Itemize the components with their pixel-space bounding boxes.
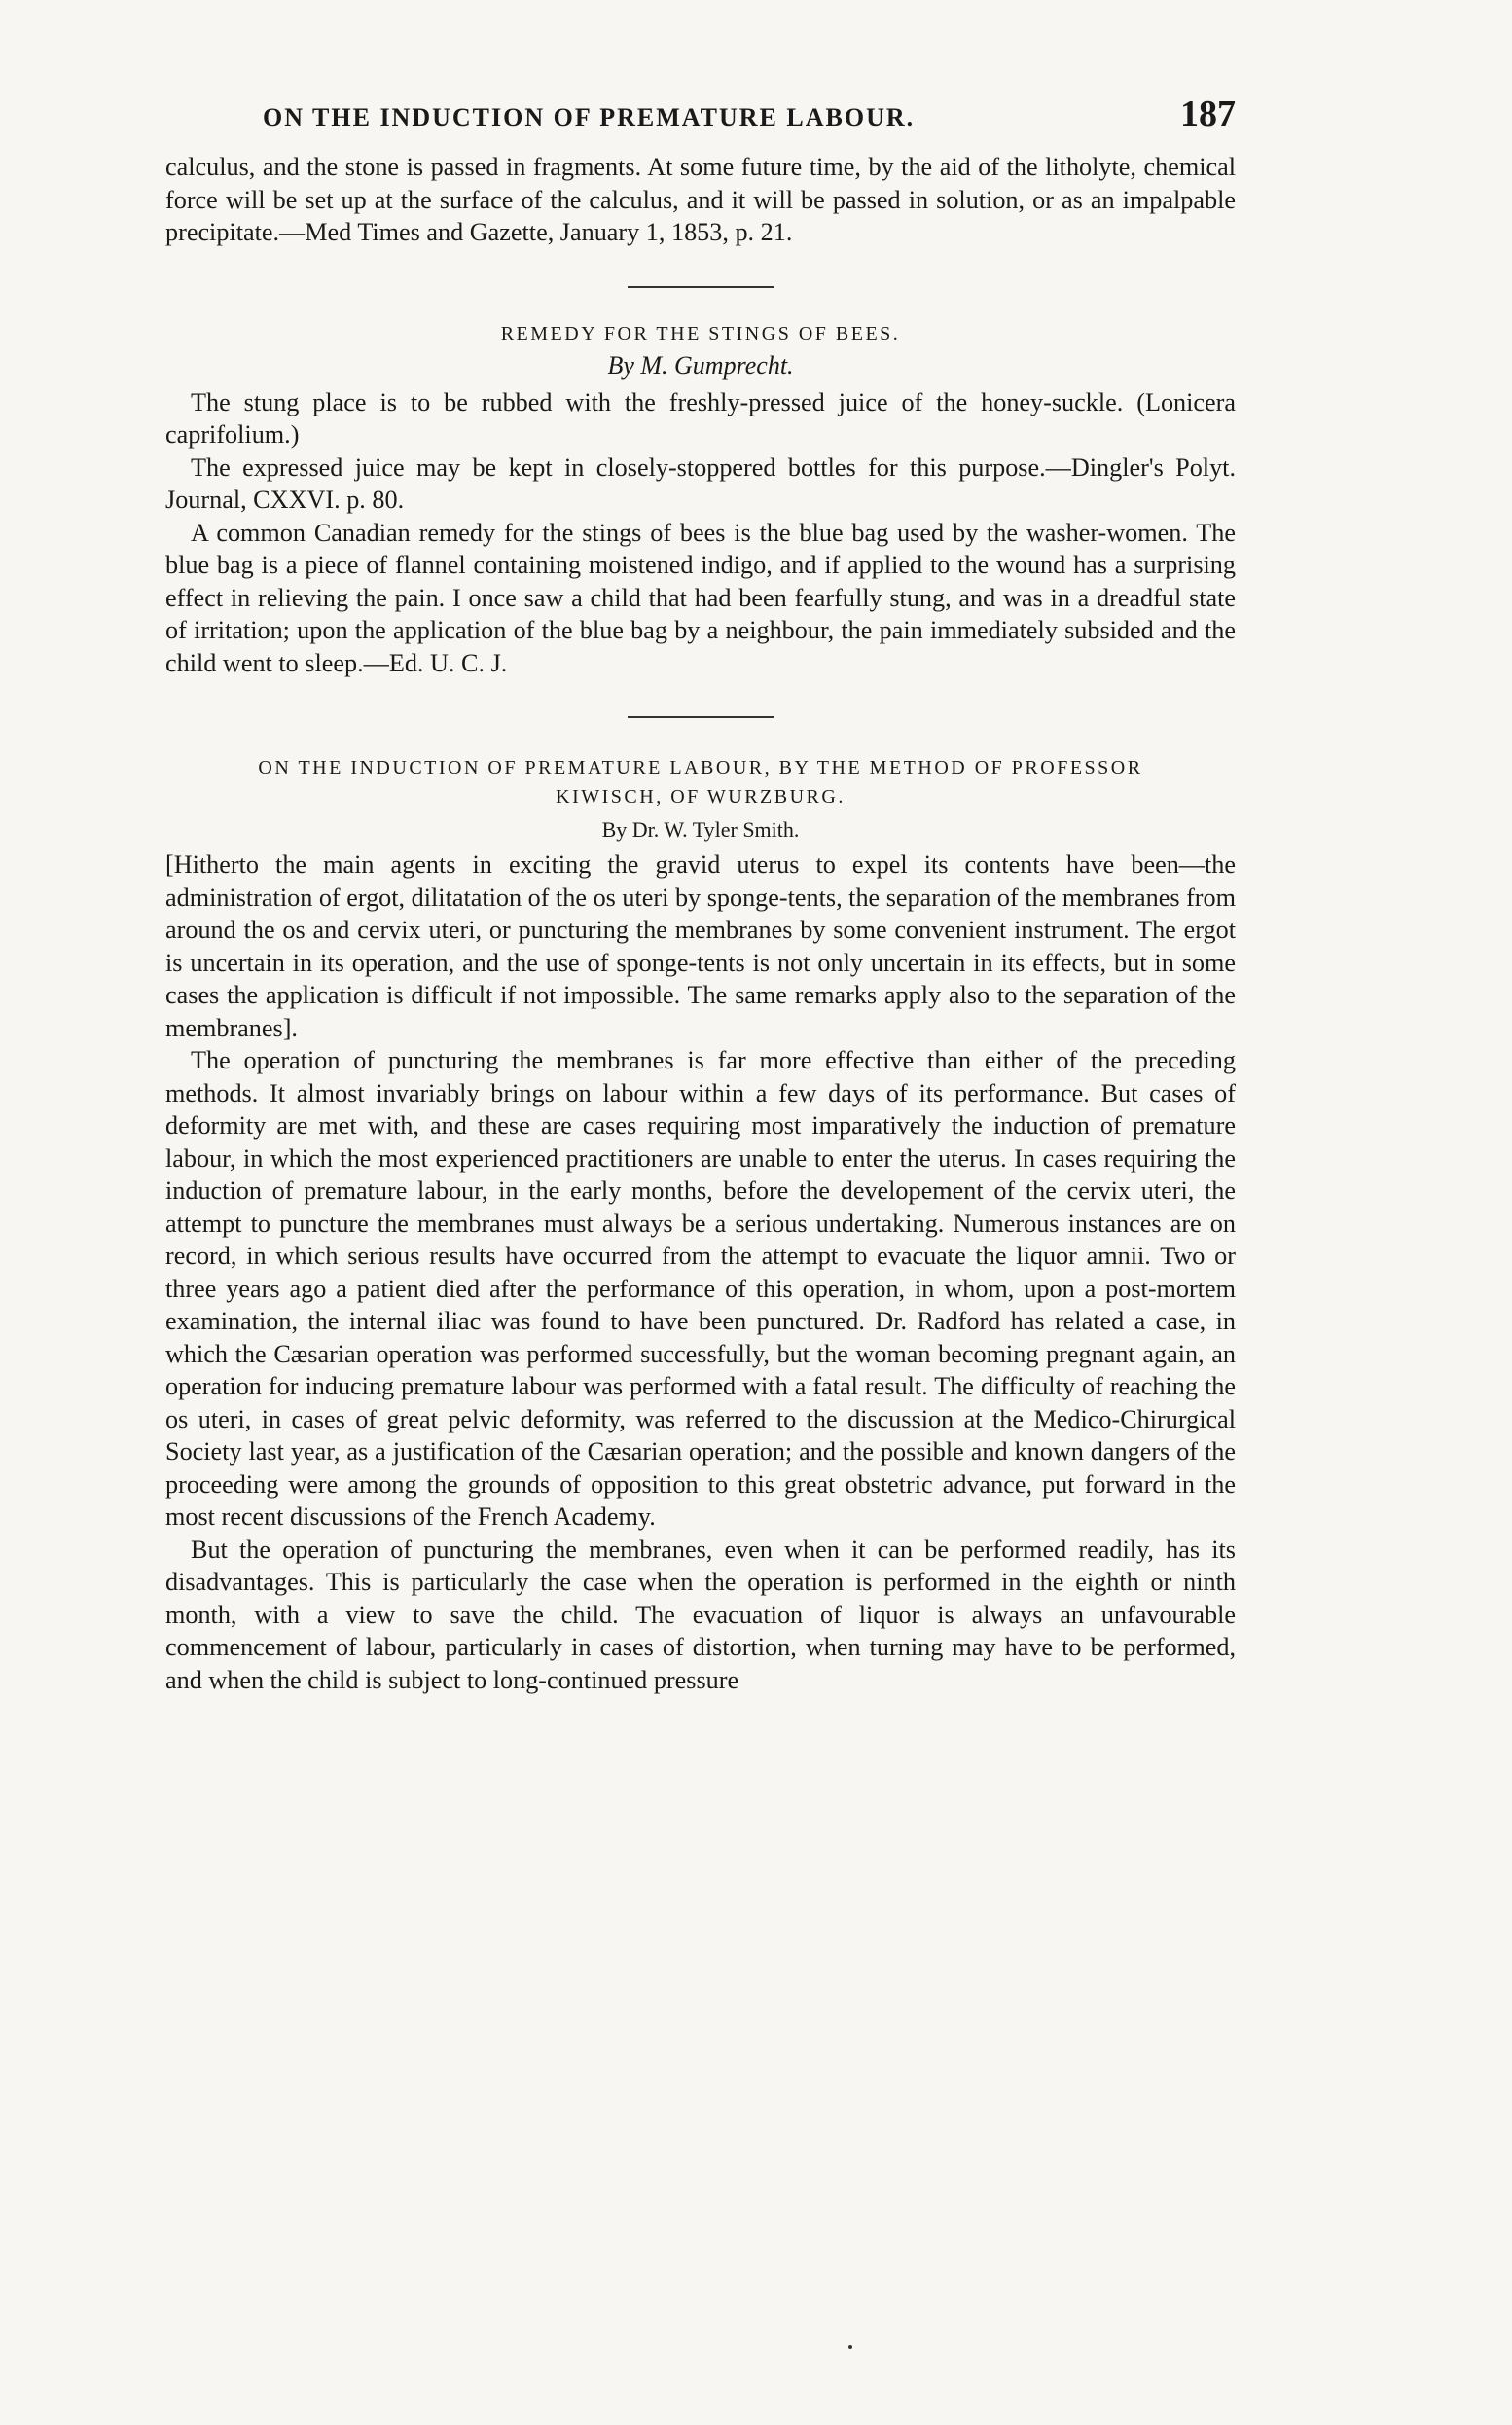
page-number: 187 xyxy=(1180,93,1236,134)
book-page xyxy=(165,92,1236,1696)
bees-paragraph-1: The stung place is to be rubbed with the freshly-pressed juice of the honey-suckle. (Lonicera caprifolium.) xyxy=(165,387,1236,449)
page-speck xyxy=(848,2345,852,2349)
induction-section-title: ON THE INDUCTION OF PREMATURE LABOUR, BY THE METHOD OF PROFESSOR KIWISCH, OF WURZBURG. xyxy=(258,757,1143,808)
induction-paragraph-2: The operation of puncturing the membranes is far more effective than either of the preceding methods. It almost invariably brings on labour within a few days of its performance. But cases of deformity are met with, and these are cases requiring most imparatively the induction of premature labour, in which the most experienced practitioners are unable to enter the uterus. In cases requiring the induction of premature labour, in the early months, before the developement of the cervix uteri, the attempt to puncture the membranes must always be a serious undertaking. Numerous instances are on record, in which serious results have occurred from the attempt to evacuate the liquor amnii. Two or three years ago a patient died after the performance of this operation, in whom, upon a post-mortem examination, the internal iliac was found to have been punctured. Dr. Radford has related a case, in which the Cæsarian operation was performed successfully, but the woman becoming pregnant again, an operation for inducing premature labour was performed with a fatal result. The difficulty of reaching the os uteri, in cases of great pelvic deformity, was referred to the discussion at the Medico-Chirurgical Society last year, as a justification of the Cæsarian operation; and the possible and known dangers of the proceeding were among the grounds of opposition to this great obstetric advance, put forward in the most recent discussions of the French Academy. xyxy=(165,1046,1236,1531)
section-divider xyxy=(628,716,774,718)
induction-paragraph-1: [Hitherto the main agents in exciting the gravid uterus to expel its contents have been—the administration of ergot, dilitatation of the os uteri by sponge-tents, the separation of the membranes from around the os and cervix uteri, or puncturing the membranes by some convenient instrument. The ergot is uncertain in its operation, and the use of sponge-tents is not only uncertain in its effects, but in some cases the application is difficult if not impossible. The same remarks apply also to the separation of the membranes]. xyxy=(165,851,1236,1042)
intro-paragraph: calculus, and the stone is passed in fragments. At some future time, by the aid of the litholyte, chemical force will be set up at the surface of the calculus, and it will be passed in solution, or as an impalpable precipitate.—Med Times and Gazette, January 1, 1853, p. 21. xyxy=(165,153,1236,246)
bees-section-title: REMEDY FOR THE STINGS OF BEES. xyxy=(500,322,901,344)
bees-paragraph-3: A common Canadian remedy for the stings of bees is the blue bag used by the washer-women. The blue bag is a piece of flannel containing moistened indigo, and if applied to the wound has a surprising effect in relieving the pain. I once saw a child that had been fearfully stung, and was in a dreadful state of irritation; upon the application of the blue bag by a neighbour, the pain immediately subsided and the child went to sleep.—Ed. U. C. J. xyxy=(165,518,1236,677)
running-head xyxy=(165,92,1236,151)
induction-section-byline: By Dr. W. Tyler Smith. xyxy=(601,817,800,842)
induction-paragraph-3: But the operation of puncturing the membranes, even when it can be performed readily, has its disadvantages. This is particularly the case when the operation is performed in the eighth or ninth month, with a view to save the child. The evacuation of liquor is always an unfavourable commencement of labour, particularly in cases of distortion, when turning may have to be performed, and when the child is subject to long-continued pressure xyxy=(165,1535,1236,1694)
running-title: ON THE INDUCTION OF PREMATURE LABOUR. xyxy=(263,103,916,131)
section-divider xyxy=(628,286,774,288)
bees-paragraph-2: The expressed juice may be kept in closely-stoppered bottles for this purpose.—Dingler's Polyt. Journal, CXXVI. p. 80. xyxy=(165,452,1236,514)
bees-section-byline: By M. Gumprecht. xyxy=(607,350,794,380)
